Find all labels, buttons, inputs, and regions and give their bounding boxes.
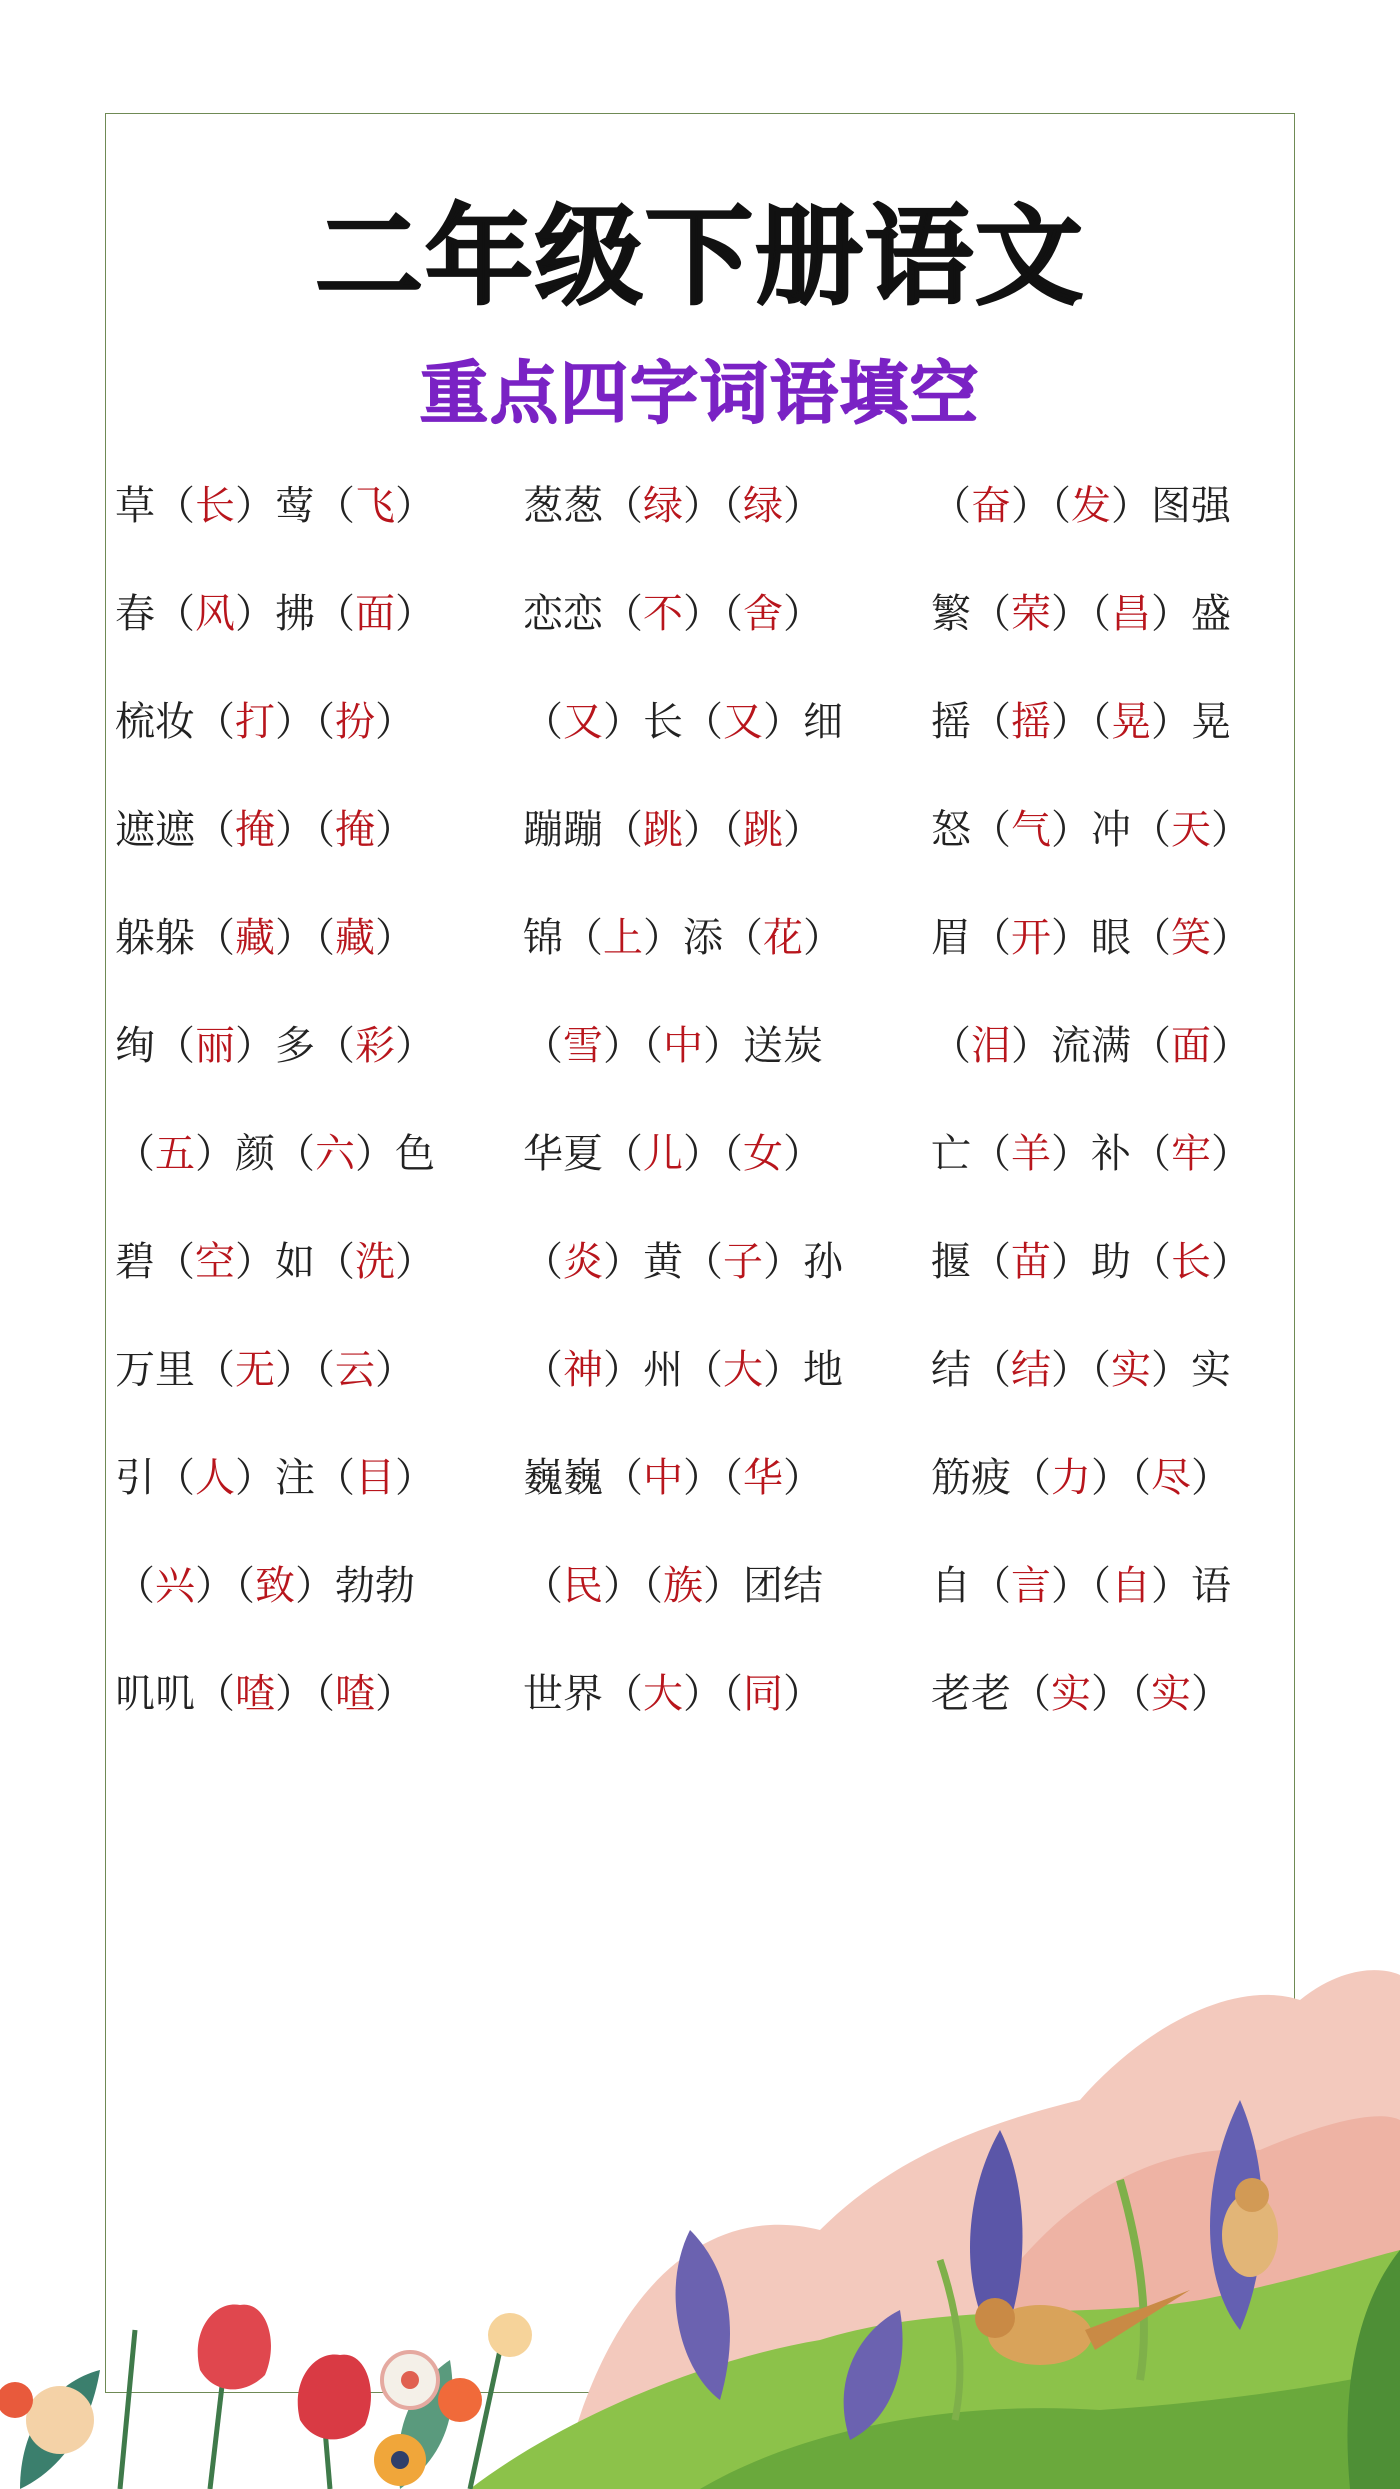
idiom-item bbox=[931, 1228, 1251, 1296]
idiom-text: ）色 bbox=[355, 1131, 435, 1177]
idiom-text: 梳妆（ bbox=[115, 699, 235, 745]
idiom-item bbox=[931, 1336, 1231, 1404]
idiom-item bbox=[115, 1012, 435, 1080]
idiom-item bbox=[931, 796, 1251, 864]
idiom-text: ）（ bbox=[1051, 1563, 1111, 1609]
idiom-item bbox=[115, 1120, 435, 1188]
idiom-row bbox=[115, 796, 1295, 904]
idiom-row bbox=[115, 688, 1295, 796]
answer-char: 云 bbox=[335, 1347, 375, 1393]
answer-char: 尽 bbox=[1151, 1455, 1191, 1501]
answer-char: 笑 bbox=[1171, 915, 1211, 961]
idiom-grid bbox=[115, 472, 1295, 1768]
idiom-text: （ bbox=[523, 1023, 563, 1069]
idiom-text: ） bbox=[1211, 915, 1251, 961]
answer-char: 族 bbox=[663, 1563, 703, 1609]
idiom-text: ）莺（ bbox=[235, 483, 355, 529]
idiom-text: ）（ bbox=[603, 1563, 663, 1609]
idiom-text: ） bbox=[1191, 1671, 1231, 1717]
answer-char: 摇 bbox=[1011, 699, 1051, 745]
answer-char: 跳 bbox=[643, 807, 683, 853]
idiom-row bbox=[115, 1228, 1295, 1336]
answer-char: 苗 bbox=[1011, 1239, 1051, 1285]
idiom-text: ）地 bbox=[763, 1347, 843, 1393]
idiom-text: ）黄（ bbox=[603, 1239, 723, 1285]
idiom-item bbox=[115, 580, 435, 648]
answer-char: 长 bbox=[1171, 1239, 1211, 1285]
answer-char: 同 bbox=[743, 1671, 783, 1717]
answer-char: 绿 bbox=[743, 483, 783, 529]
answer-char: 绿 bbox=[643, 483, 683, 529]
idiom-text: ）（ bbox=[1091, 1455, 1151, 1501]
flower bbox=[26, 2386, 94, 2454]
idiom-text: ）（ bbox=[1011, 483, 1071, 529]
idiom-item bbox=[523, 796, 823, 864]
idiom-item bbox=[115, 1228, 435, 1296]
idiom-text: ）（ bbox=[1051, 1347, 1111, 1393]
idiom-item bbox=[115, 1552, 415, 1620]
idiom-text: 恋恋（ bbox=[523, 591, 643, 637]
idiom-text: 繁（ bbox=[931, 591, 1011, 637]
idiom-text: 结（ bbox=[931, 1347, 1011, 1393]
idiom-item bbox=[523, 1660, 823, 1728]
idiom-text: ） bbox=[783, 807, 823, 853]
answer-char: 华 bbox=[743, 1455, 783, 1501]
idiom-item bbox=[115, 1336, 415, 1404]
idiom-text: ） bbox=[803, 915, 843, 961]
idiom-item bbox=[115, 688, 415, 756]
answer-char: 言 bbox=[1011, 1563, 1051, 1609]
answer-char: 目 bbox=[355, 1455, 395, 1501]
idiom-text: ）（ bbox=[683, 807, 743, 853]
idiom-text: （ bbox=[523, 1239, 563, 1285]
answer-char: 又 bbox=[563, 699, 603, 745]
flower bbox=[0, 2382, 33, 2418]
answer-char: 女 bbox=[743, 1131, 783, 1177]
idiom-item bbox=[115, 1444, 435, 1512]
idiom-item bbox=[523, 688, 843, 756]
answer-char: 长 bbox=[195, 483, 235, 529]
answer-char: 风 bbox=[195, 591, 235, 637]
idiom-text: ）（ bbox=[275, 699, 335, 745]
idiom-text: ）助（ bbox=[1051, 1239, 1171, 1285]
idiom-text: ）（ bbox=[275, 915, 335, 961]
idiom-text: 亡（ bbox=[931, 1131, 1011, 1177]
answer-char: 奋 bbox=[971, 483, 1011, 529]
answer-char: 掩 bbox=[235, 807, 275, 853]
idiom-text: 遮遮（ bbox=[115, 807, 235, 853]
idiom-item bbox=[931, 1012, 1251, 1080]
idiom-row bbox=[115, 1444, 1295, 1552]
answer-char: 上 bbox=[603, 915, 643, 961]
idiom-text: ）眼（ bbox=[1051, 915, 1171, 961]
answer-char: 晃 bbox=[1111, 699, 1151, 745]
answer-char: 结 bbox=[1011, 1347, 1051, 1393]
answer-char: 又 bbox=[723, 699, 763, 745]
leaf bbox=[20, 2370, 100, 2489]
idiom-item bbox=[523, 1120, 823, 1188]
idiom-text: （ bbox=[115, 1131, 155, 1177]
idiom-item bbox=[931, 1660, 1231, 1728]
idiom-item bbox=[523, 1228, 843, 1296]
idiom-text: （ bbox=[523, 1347, 563, 1393]
idiom-item bbox=[115, 796, 415, 864]
idiom-text: ）冲（ bbox=[1051, 807, 1171, 853]
answer-char: 六 bbox=[315, 1131, 355, 1177]
idiom-item bbox=[115, 472, 435, 540]
idiom-text: ）（ bbox=[1051, 591, 1111, 637]
answer-char: 实 bbox=[1151, 1671, 1191, 1717]
answer-char: 大 bbox=[643, 1671, 683, 1717]
idiom-text: ）（ bbox=[683, 483, 743, 529]
idiom-text: ） bbox=[783, 1455, 823, 1501]
answer-char: 儿 bbox=[643, 1131, 683, 1177]
idiom-text: ） bbox=[375, 807, 415, 853]
idiom-item bbox=[931, 472, 1231, 540]
answer-char: 打 bbox=[235, 699, 275, 745]
idiom-text: 眉（ bbox=[931, 915, 1011, 961]
idiom-text: 怒（ bbox=[931, 807, 1011, 853]
idiom-text: ） bbox=[395, 1023, 435, 1069]
idiom-text: 碧（ bbox=[115, 1239, 195, 1285]
idiom-row bbox=[115, 1012, 1295, 1120]
idiom-text: 引（ bbox=[115, 1455, 195, 1501]
idiom-text: 躲躲（ bbox=[115, 915, 235, 961]
idiom-row bbox=[115, 1552, 1295, 1660]
idiom-item bbox=[523, 1336, 843, 1404]
idiom-item bbox=[931, 1552, 1231, 1620]
answer-char: 发 bbox=[1071, 483, 1111, 529]
idiom-item bbox=[523, 472, 823, 540]
idiom-text: ）语 bbox=[1151, 1563, 1231, 1609]
page-title: 二年级下册语文 bbox=[314, 195, 1085, 320]
idiom-text: （ bbox=[931, 1023, 971, 1069]
idiom-text: 世界（ bbox=[523, 1671, 643, 1717]
answer-char: 开 bbox=[1011, 915, 1051, 961]
page-subtitle: 重点四字词语填空 bbox=[419, 355, 980, 434]
idiom-row bbox=[115, 1120, 1295, 1228]
answer-char: 掩 bbox=[335, 807, 375, 853]
answer-char: 炎 bbox=[563, 1239, 603, 1285]
idiom-text: ）送炭 bbox=[703, 1023, 823, 1069]
answer-char: 天 bbox=[1171, 807, 1211, 853]
idiom-text: 草（ bbox=[115, 483, 195, 529]
idiom-text: ）多（ bbox=[235, 1023, 355, 1069]
answer-char: 洗 bbox=[355, 1239, 395, 1285]
answer-char: 不 bbox=[643, 591, 683, 637]
answer-char: 致 bbox=[255, 1563, 295, 1609]
idiom-text: 摇（ bbox=[931, 699, 1011, 745]
idiom-row bbox=[115, 580, 1295, 688]
idiom-item bbox=[931, 580, 1231, 648]
answer-char: 丽 bbox=[195, 1023, 235, 1069]
idiom-text: ）团结 bbox=[703, 1563, 823, 1609]
idiom-text: ）颜（ bbox=[195, 1131, 315, 1177]
idiom-text: ）拂（ bbox=[235, 591, 355, 637]
idiom-item bbox=[115, 1660, 415, 1728]
answer-char: 自 bbox=[1111, 1563, 1151, 1609]
answer-char: 人 bbox=[195, 1455, 235, 1501]
answer-char: 空 bbox=[195, 1239, 235, 1285]
idiom-item bbox=[523, 1444, 823, 1512]
idiom-text: ）（ bbox=[683, 1455, 743, 1501]
answer-char: 民 bbox=[563, 1563, 603, 1609]
answer-char: 实 bbox=[1111, 1347, 1151, 1393]
idiom-item bbox=[931, 904, 1251, 972]
idiom-text: ） bbox=[783, 1131, 823, 1177]
idiom-text: 揠（ bbox=[931, 1239, 1011, 1285]
answer-char: 气 bbox=[1011, 807, 1051, 853]
idiom-text: ） bbox=[783, 591, 823, 637]
answer-char: 泪 bbox=[971, 1023, 1011, 1069]
idiom-text: ）实 bbox=[1151, 1347, 1231, 1393]
idiom-text: ）（ bbox=[683, 1671, 743, 1717]
answer-char: 雪 bbox=[563, 1023, 603, 1069]
answer-char: 面 bbox=[355, 591, 395, 637]
idiom-text: ） bbox=[1211, 1239, 1251, 1285]
idiom-text: ） bbox=[1211, 1131, 1251, 1177]
idiom-text: ）（ bbox=[1091, 1671, 1151, 1717]
idiom-text: 叽叽（ bbox=[115, 1671, 235, 1717]
idiom-text: 绚（ bbox=[115, 1023, 195, 1069]
idiom-text: ） bbox=[375, 915, 415, 961]
answer-char: 无 bbox=[235, 1347, 275, 1393]
answer-char: 子 bbox=[723, 1239, 763, 1285]
idiom-text: ）晃 bbox=[1151, 699, 1231, 745]
idiom-text: ）补（ bbox=[1051, 1131, 1171, 1177]
answer-char: 昌 bbox=[1111, 591, 1151, 637]
idiom-text: ） bbox=[395, 483, 435, 529]
idiom-item bbox=[523, 580, 823, 648]
idiom-text: ） bbox=[395, 1239, 435, 1285]
idiom-text: ）（ bbox=[1051, 699, 1111, 745]
idiom-text: ） bbox=[375, 1671, 415, 1717]
idiom-text: ）（ bbox=[683, 1131, 743, 1177]
idiom-text: ） bbox=[783, 1671, 823, 1717]
idiom-text: 巍巍（ bbox=[523, 1455, 643, 1501]
answer-char: 扮 bbox=[335, 699, 375, 745]
grass-blade bbox=[1347, 2250, 1400, 2489]
idiom-text: ） bbox=[395, 591, 435, 637]
flower bbox=[374, 2434, 426, 2486]
answer-char: 跳 bbox=[743, 807, 783, 853]
idiom-text: （ bbox=[931, 483, 971, 529]
idiom-text: ）孙 bbox=[763, 1239, 843, 1285]
answer-char: 花 bbox=[763, 915, 803, 961]
idiom-text: 老老（ bbox=[931, 1671, 1051, 1717]
idiom-item bbox=[523, 1552, 823, 1620]
idiom-text: ）长（ bbox=[603, 699, 723, 745]
idiom-text: （ bbox=[523, 1563, 563, 1609]
idiom-text: 自（ bbox=[931, 1563, 1011, 1609]
idiom-text: 筋疲（ bbox=[931, 1455, 1051, 1501]
answer-char: 面 bbox=[1171, 1023, 1211, 1069]
idiom-text: ） bbox=[375, 699, 415, 745]
idiom-text: ） bbox=[1191, 1455, 1231, 1501]
answer-char: 兴 bbox=[155, 1563, 195, 1609]
idiom-text: ）州（ bbox=[603, 1347, 723, 1393]
answer-char: 中 bbox=[643, 1455, 683, 1501]
idiom-text: ） bbox=[395, 1455, 435, 1501]
idiom-text: 春（ bbox=[115, 591, 195, 637]
answer-char: 羊 bbox=[1011, 1131, 1051, 1177]
answer-char: 中 bbox=[663, 1023, 703, 1069]
idiom-text: ）添（ bbox=[643, 915, 763, 961]
answer-char: 舍 bbox=[743, 591, 783, 637]
answer-char: 喳 bbox=[235, 1671, 275, 1717]
idiom-text: ）图强 bbox=[1111, 483, 1231, 529]
idiom-text: ）（ bbox=[683, 591, 743, 637]
idiom-text: ）盛 bbox=[1151, 591, 1231, 637]
idiom-text: ）流满（ bbox=[1011, 1023, 1171, 1069]
idiom-text: 华夏（ bbox=[523, 1131, 643, 1177]
idiom-text: ）（ bbox=[603, 1023, 663, 1069]
idiom-text: ）（ bbox=[275, 1347, 335, 1393]
idiom-text: ）细 bbox=[763, 699, 843, 745]
idiom-text: ）（ bbox=[275, 807, 335, 853]
idiom-text: ）勃勃 bbox=[295, 1563, 415, 1609]
idiom-item bbox=[523, 1012, 823, 1080]
idiom-text: 锦（ bbox=[523, 915, 603, 961]
answer-char: 藏 bbox=[235, 915, 275, 961]
answer-char: 力 bbox=[1051, 1455, 1091, 1501]
idiom-text: 蹦蹦（ bbox=[523, 807, 643, 853]
answer-char: 彩 bbox=[355, 1023, 395, 1069]
idiom-text: （ bbox=[115, 1563, 155, 1609]
answer-char: 荣 bbox=[1011, 591, 1051, 637]
flower-center bbox=[391, 2451, 409, 2469]
idiom-item bbox=[115, 904, 415, 972]
answer-char: 牢 bbox=[1171, 1131, 1211, 1177]
idiom-item bbox=[523, 904, 843, 972]
answer-char: 飞 bbox=[355, 483, 395, 529]
answer-char: 大 bbox=[723, 1347, 763, 1393]
idiom-row bbox=[115, 1660, 1295, 1768]
idiom-item bbox=[931, 1444, 1231, 1512]
idiom-text: 万里（ bbox=[115, 1347, 235, 1393]
idiom-text: ）注（ bbox=[235, 1455, 355, 1501]
idiom-row bbox=[115, 904, 1295, 1012]
idiom-item bbox=[931, 1120, 1251, 1188]
idiom-text: ）如（ bbox=[235, 1239, 355, 1285]
answer-char: 五 bbox=[155, 1131, 195, 1177]
idiom-text: （ bbox=[523, 699, 563, 745]
idiom-row bbox=[115, 1336, 1295, 1444]
idiom-text: ） bbox=[375, 1347, 415, 1393]
idiom-row bbox=[115, 472, 1295, 580]
answer-char: 藏 bbox=[335, 915, 375, 961]
idiom-text: ）（ bbox=[195, 1563, 255, 1609]
answer-char: 喳 bbox=[335, 1671, 375, 1717]
answer-char: 实 bbox=[1051, 1671, 1091, 1717]
idiom-text: ） bbox=[783, 483, 823, 529]
idiom-text: ）（ bbox=[275, 1671, 335, 1717]
idiom-text: ） bbox=[1211, 1023, 1251, 1069]
answer-char: 神 bbox=[563, 1347, 603, 1393]
idiom-item bbox=[931, 688, 1231, 756]
idiom-text: ） bbox=[1211, 807, 1251, 853]
idiom-text: 葱葱（ bbox=[523, 483, 643, 529]
